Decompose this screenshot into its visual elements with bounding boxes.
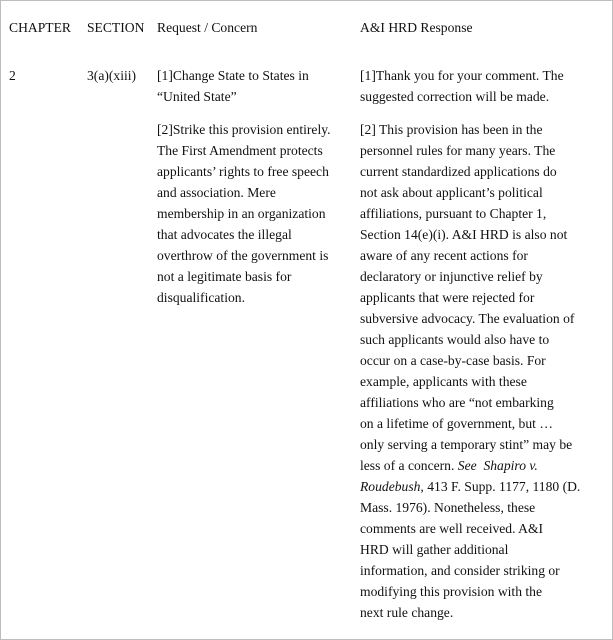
response-line: information, and consider striking or — [360, 563, 560, 578]
request-line: not a legitimate basis for — [157, 269, 292, 284]
response-line: Section 14(e)(i). A&I HRD is also not — [360, 227, 568, 242]
case-name-part: Roudebush — [360, 479, 421, 494]
request-line: membership in an organization — [157, 206, 326, 221]
response-line: applicants that were rejected for — [360, 290, 535, 305]
response-line: [2] This provision has been in the — [360, 122, 543, 137]
response-text: less of a concern. — [360, 458, 455, 473]
request-line: and association. Mere — [157, 185, 276, 200]
header-chapter: CHAPTER — [9, 20, 71, 35]
response-line: HRD will gather additional — [360, 542, 509, 557]
request-line: disqualification. — [157, 290, 245, 305]
response-line: occur on a case-by-case basis. For — [360, 353, 546, 368]
response-line-citation — [360, 476, 606, 497]
response-line: aware of any recent actions for — [360, 248, 528, 263]
row-response — [360, 119, 606, 623]
response-line: [1]Thank you for your comment. The — [360, 68, 564, 83]
row-request — [157, 65, 355, 107]
response-line: declaratory or injunctive relief by — [360, 269, 543, 284]
citation-reporter: , 413 F. Supp. 1177, 1180 (D. — [420, 479, 581, 494]
header-section: SECTION — [87, 20, 145, 35]
response-line: comments are well received. A&I — [360, 521, 544, 536]
response-line: subversive advocacy. The evaluation of — [360, 311, 575, 326]
response-line: only serving a temporary stint” may be — [360, 437, 573, 452]
response-line: affiliations, pursuant to Chapter 1, — [360, 206, 547, 221]
request-line: overthrow of the government is — [157, 248, 329, 263]
request-line: [1]Change State to States in — [157, 68, 309, 83]
row-chapter: 2 — [9, 68, 16, 83]
response-line: on a lifetime of government, but … — [360, 416, 553, 431]
response-line-citation — [360, 455, 606, 476]
request-line: “United State” — [157, 89, 237, 104]
request-line: [2]Strike this provision entirely. — [157, 122, 331, 137]
response-line: affiliations who are “not embarking — [360, 395, 554, 410]
response-line: next rule change. — [360, 605, 454, 620]
response-line: suggested correction will be made. — [360, 89, 550, 104]
row-response — [360, 65, 606, 107]
request-line: applicants’ rights to free speech — [157, 164, 329, 179]
row-section: 3(a)(xiii) — [87, 68, 137, 83]
header-request: Request / Concern — [157, 20, 258, 35]
header-response: A&I HRD Response — [360, 20, 473, 35]
row-request — [157, 119, 355, 308]
response-line: example, applicants with these — [360, 374, 527, 389]
response-line: current standardized applications do — [360, 164, 557, 179]
request-line: that advocates the illegal — [157, 227, 292, 242]
citation-signal: See — [457, 458, 477, 473]
request-line: The First Amendment protects — [157, 143, 323, 158]
response-line: modifying this provision with the — [360, 584, 543, 599]
response-line: Mass. 1976). Nonetheless, these — [360, 500, 536, 515]
response-line: such applicants would also have to — [360, 332, 550, 347]
response-line: personnel rules for many years. The — [360, 143, 556, 158]
response-line: not ask about applicant’s political — [360, 185, 543, 200]
case-name-part: Shapiro v. — [483, 458, 538, 473]
